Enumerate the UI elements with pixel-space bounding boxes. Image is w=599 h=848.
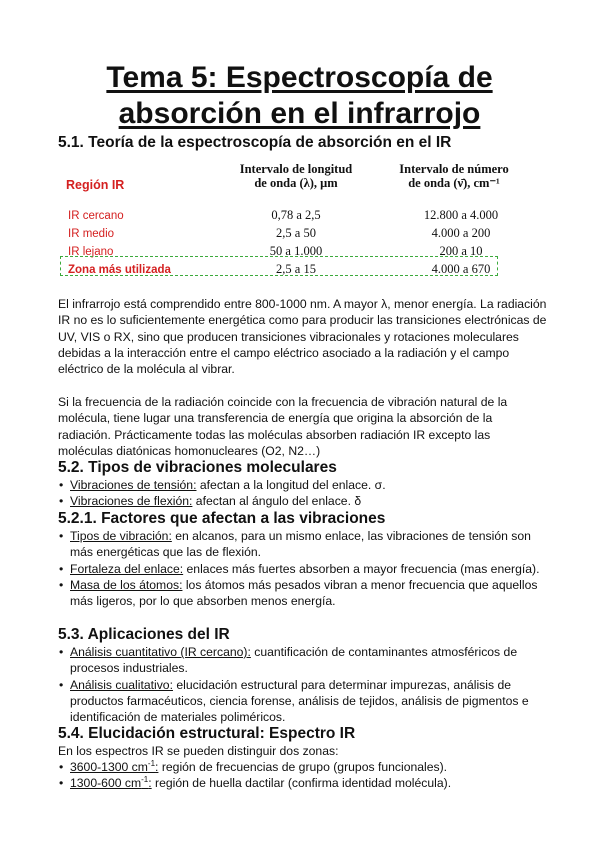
description: afectan al ángulo del enlace. δ [192, 494, 362, 509]
header-wavenumber [366, 162, 542, 190]
term [70, 760, 158, 774]
term: Masa de los átomos: [70, 577, 183, 592]
list-item [58, 677, 548, 726]
row-wavelength: 0,78 a 2,5 [271, 208, 321, 222]
list-item [58, 577, 548, 610]
list-item [58, 644, 548, 677]
row-name: IR lejano [68, 246, 114, 258]
term-colon: : [148, 776, 152, 791]
row-wavelength: 2,5 a 50 [276, 226, 316, 240]
description: enlaces más fuertes absorben a mayor frecuencia (mas energía). [183, 561, 540, 576]
term: Vibraciones de flexión: [70, 494, 193, 509]
description: los átomos más pesados vibran a menor frecuencia que aquellos más ligeros, por lo que absorben menos energía. [70, 577, 538, 609]
row-wavenumber: 4.000 a 200 [431, 226, 491, 240]
term: Tipos de vibración: [70, 529, 172, 543]
title-line-2: absorción en el infrarrojo [118, 97, 481, 130]
section-5-4-heading: 5.4. Elucidación estructural: Espectro IR [58, 725, 356, 742]
header-wavelength-line2: de onda (λ), μm [254, 176, 338, 190]
row-name-highlight: Zona más utilizada [68, 264, 171, 276]
term [70, 776, 152, 790]
term-text: 3600-1300 cm [70, 760, 148, 774]
row-wavelength: 2,5 a 15 [276, 262, 316, 276]
term: Fortaleza del enlace: [70, 561, 184, 576]
term-exponent: -1 [147, 758, 156, 768]
highlight-dashed-box [60, 256, 498, 276]
zones-list [58, 759, 548, 792]
factors-list [58, 528, 548, 609]
term-text: 1300-600 cm [70, 776, 142, 791]
section-5-1-heading: 5.1. Teoría de la espectroscopía de absorción en el IR [58, 134, 452, 151]
header-wavelength-line1: Intervalo de longitud [239, 162, 353, 176]
row-wavenumber: 12.800 a 4.000 [423, 208, 499, 222]
header-region: Región IR [66, 178, 125, 192]
term-colon: : [155, 760, 159, 774]
list-item [58, 775, 548, 791]
row-wavenumber: 4.000 a 670 [431, 262, 491, 276]
title-line-1: Tema 5: Espectroscopía de [106, 61, 493, 94]
description: región de huella dactilar (confirma identidad molécula). [151, 776, 452, 791]
applications-list [58, 644, 548, 725]
description: cuantificación de contaminantes atmosféricos de procesos industriales. [70, 645, 518, 676]
paragraph-intro: El infrarrojo está comprendido entre 800-1000 nm. A mayor λ, menor energía. La radiación IR no es lo suficientemente energética como para producir las transiciones electrónicas de UV, VIS o RX, sino que producen transiciones vibracionales y rotaciones moleculares debidas a la interacción entre el campo eléctrico asociado a la radiación y el campo eléctrico de la molécula al vibrar. [58, 297, 547, 377]
row-wavelength: 50 a 1.000 [269, 244, 323, 258]
section-5-3-heading: 5.3. Aplicaciones del IR [58, 626, 230, 643]
section-5-2-heading: 5.2. Tipos de vibraciones moleculares [58, 459, 337, 476]
term-exponent: -1 [141, 775, 149, 785]
header-wavenumber-line2: de onda (ν̄), cm⁻¹ [408, 176, 500, 190]
vibrations-list [58, 477, 548, 510]
row-wavenumber: 200 a 10 [439, 244, 483, 258]
list-item [58, 493, 548, 509]
header-wavenumber-line1: Intervalo de número [399, 162, 509, 176]
description: región de frecuencias de grupo (grupos funcionales). [158, 760, 448, 774]
paragraph-frequency: Si la frecuencia de la radiación coincide con la frecuencia de vibración natural de la molécula, tiene lugar una transferencia de energía que origina la absorción de la radiación. Prácticamente todas las moléculas absorben radiación IR excepto las moléculas diatónicas homonucleares (O2, N2…) [58, 395, 508, 458]
description: afectan a la longitud del enlace. σ. [196, 478, 386, 492]
paragraph-zones: En los espectros IR se pueden distinguir dos zonas: [58, 744, 339, 758]
term: Análisis cualitativo: [70, 677, 173, 692]
description: en alcanos, para un mismo enlace, las vibraciones de tensión son más energéticas que las de flexión. [70, 529, 531, 560]
list-item [58, 528, 548, 561]
term: Análisis cuantitativo (IR cercano): [70, 645, 251, 659]
list-item [58, 759, 548, 775]
list-item [58, 561, 548, 577]
header-wavelength [216, 162, 376, 190]
term: Vibraciones de tensión: [70, 478, 197, 492]
description: elucidación estructural para determinar impurezas, análisis de productos farmacéuticos, ciencia forense, análisis de tejidos, análisis de pigmentos e identificación de materiales poliméricos. [70, 677, 529, 725]
section-5-2-1-heading: 5.2.1. Factores que afectan a las vibraciones [58, 510, 386, 527]
row-name: IR cercano [68, 210, 124, 222]
list-item [58, 477, 548, 493]
row-name: IR medio [68, 228, 115, 240]
